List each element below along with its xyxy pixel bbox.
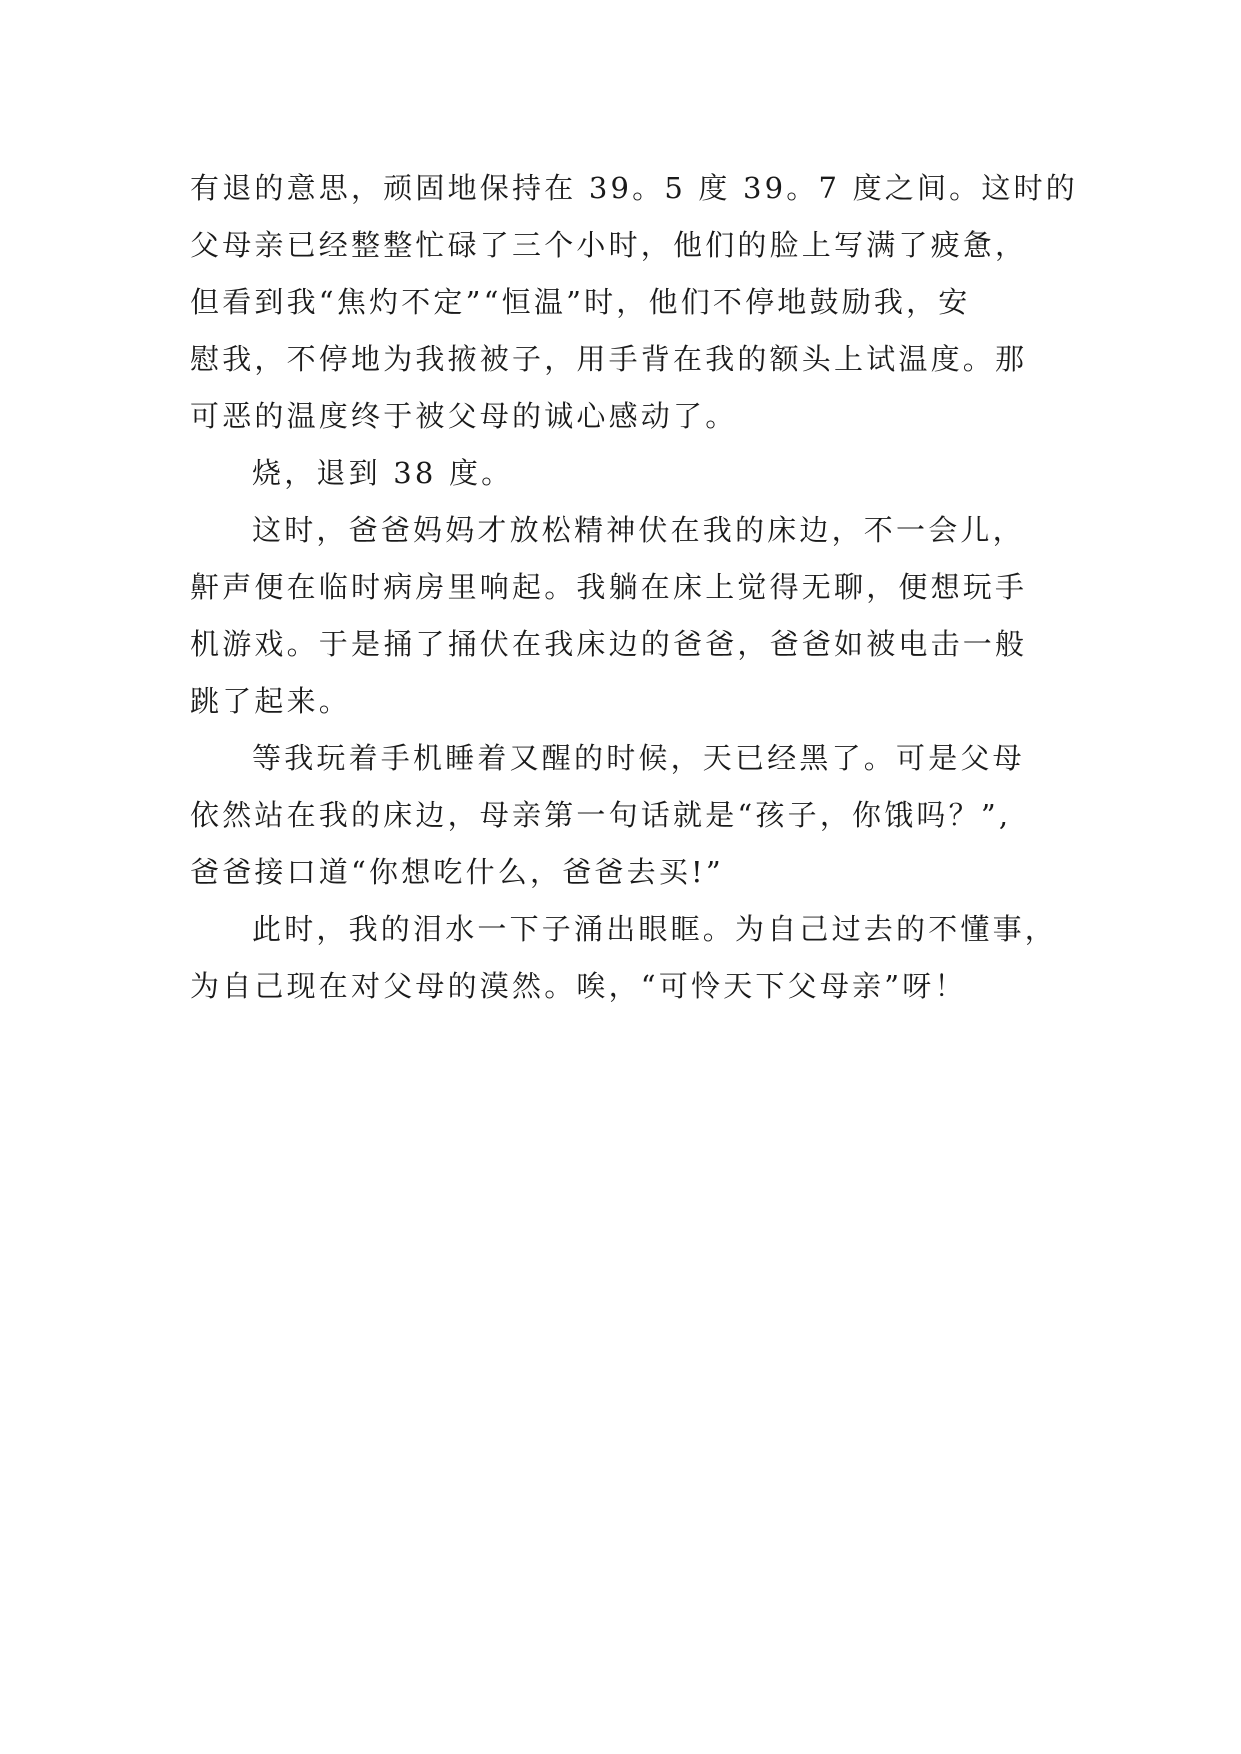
text-line: 可恶的温度终于被父母的诚心感动了。 [190, 399, 738, 433]
text-line: 为自己现在对父母的漠然。唉，“可怜天下父母亲”呀！ [190, 969, 967, 1003]
text-line: 有退的意思，顽固地保持在 39。5 度 39。7 度之间。这时的 [190, 171, 1078, 205]
text-line: 鼾声便在临时病房里响起。我躺在床上觉得无聊，便想玩手 [190, 570, 1028, 604]
text-line: 但看到我“焦灼不定”“恒温”时，他们不停地鼓励我，安 [190, 285, 971, 319]
text-line: 机游戏。于是捅了捅伏在我床边的爸爸，爸爸如被电击一般 [190, 627, 1028, 661]
text-line: 爸爸接口道“你想吃什么，爸爸去买!” [190, 855, 724, 889]
text-line: 跳了起来。 [190, 684, 352, 718]
text-line: 此时，我的泪水一下子涌出眼眶。为自己过去的不懂事， [252, 912, 1058, 946]
text-line: 烧，退到 38 度。 [252, 456, 514, 490]
text-line: 慰我，不停地为我掖被子，用手背在我的额头上试温度。那 [190, 342, 1028, 376]
text-line: 等我玩着手机睡着又醒的时候，天已经黑了。可是父母 [252, 741, 1025, 775]
text-line: 父母亲已经整整忙碌了三个小时，他们的脸上写满了疲惫， [190, 228, 1028, 262]
text-line: 这时，爸爸妈妈才放松精神伏在我的床边，不一会儿， [252, 513, 1025, 547]
text-line: 依然站在我的床边，母亲第一句话就是“孩子，你饿吗？”, [190, 798, 1012, 832]
document-body [190, 160, 1078, 1015]
